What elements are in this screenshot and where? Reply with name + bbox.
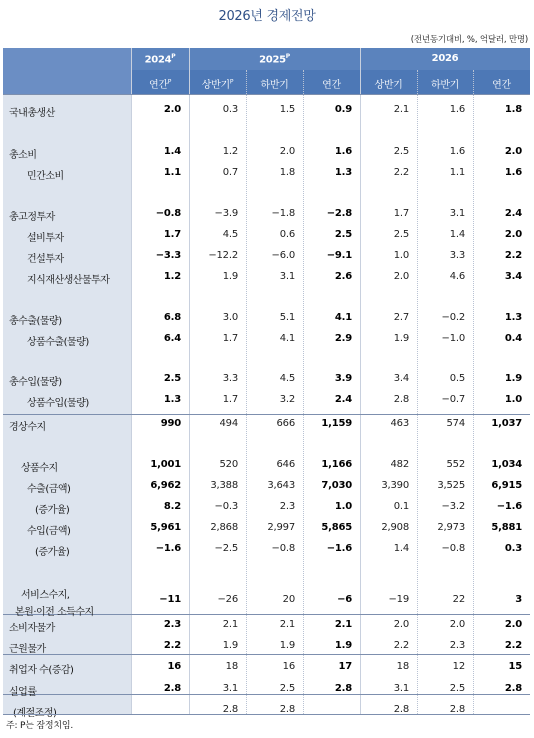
row-label: 국내총생산: [9, 108, 55, 119]
table-cell: −6: [337, 594, 352, 605]
header-period: 상반기$^P$: [201, 78, 234, 91]
table-cell: 4.6: [449, 271, 465, 282]
table-cell: 4.5: [222, 229, 238, 240]
row-label: 민간소비: [27, 171, 64, 182]
table-cell: 2,973: [437, 522, 465, 533]
row-label: (증가율): [35, 547, 70, 558]
row-label: 총고정투자: [9, 212, 55, 223]
table-cell: 2.3: [279, 501, 295, 512]
row-label: 상품수입(물량): [27, 398, 89, 409]
table-cell: 2.5: [163, 373, 181, 384]
table-cell: 5.1: [279, 312, 295, 323]
page-title: 2026년 경제전망: [218, 9, 316, 24]
footnote: 주: P는 잠정치임.: [6, 721, 74, 731]
table-cell: 0.4: [504, 333, 522, 344]
table-cell: 1.5: [279, 104, 295, 115]
header-period: 상반기: [374, 80, 403, 91]
row-label: 본원·이전 소득수지: [15, 607, 94, 618]
table-cell: 2.1: [222, 619, 238, 630]
table-cell: 482: [390, 459, 409, 470]
table-cell: 666: [276, 418, 295, 429]
table-cell: 2.8: [504, 683, 522, 694]
table-cell: 1.0: [393, 250, 409, 261]
table-cell: −1.6: [496, 501, 522, 512]
table-cell: 574: [446, 418, 465, 429]
table-cell: 1.3: [504, 312, 522, 323]
row-label: 건설투자: [27, 254, 64, 265]
table-cell: 2.0: [393, 271, 409, 282]
table-cell: 2,997: [267, 522, 295, 533]
table-cell: 2.3: [449, 640, 465, 651]
header-period: 하반기: [260, 80, 289, 91]
table-cell: 2.8: [393, 704, 409, 715]
table-cell: 1.6: [449, 146, 465, 157]
table-cell: 0.3: [222, 104, 238, 115]
row-label: 실업률: [9, 687, 37, 698]
table-cell: 2.5: [393, 229, 409, 240]
table-cell: 2.4: [504, 208, 522, 219]
table-cell: −1.0: [441, 333, 465, 344]
table-cell: 1.9: [279, 640, 295, 651]
table-cell: 2,868: [210, 522, 238, 533]
table-cell: 2.1: [334, 619, 352, 630]
table-cell: 4.1: [334, 312, 352, 323]
table-cell: −19: [388, 594, 409, 605]
table-cell: 3,525: [437, 480, 465, 491]
table-cell: 4.1: [279, 333, 295, 344]
table-cell: 1,159: [321, 418, 352, 429]
table-cell: 1.4: [163, 146, 181, 157]
header-period: 연간$^P$: [148, 78, 172, 91]
table-cell: 646: [276, 459, 295, 470]
header-year: $2024^P$: [144, 53, 176, 66]
row-group-divider: [3, 654, 530, 655]
table-cell: 3,388: [210, 480, 238, 491]
table-cell: 6.8: [163, 312, 181, 323]
table-cell: 6,915: [491, 480, 522, 491]
table-cell: 1.7: [222, 333, 238, 344]
row-group-divider: [3, 94, 530, 95]
row-group-divider: [3, 694, 530, 695]
table-cell: 2.4: [334, 394, 352, 405]
header-period: 하반기: [430, 80, 460, 91]
table-cell: 3.1: [393, 683, 409, 694]
table-cell: 2.7: [393, 312, 409, 323]
table-cell: 1.9: [222, 271, 238, 282]
table-cell: 16: [282, 661, 295, 672]
table-cell: 2.0: [163, 104, 181, 115]
table-cell: 18: [396, 661, 409, 672]
row-label: 설비투자: [27, 233, 64, 244]
table-cell: −1.6: [326, 543, 352, 554]
table-cell: −0.8: [441, 543, 465, 554]
table-cell: −9.1: [326, 250, 352, 261]
header-period: 연간: [492, 80, 511, 91]
header-corner: [3, 48, 131, 94]
table-cell: 3.3: [222, 373, 238, 384]
row-label: 총소비: [9, 150, 37, 161]
table-cell: 5,865: [321, 522, 352, 533]
table-cell: 8.2: [163, 501, 181, 512]
header-year: $2025^P$: [259, 53, 290, 66]
table-cell: 552: [446, 459, 465, 470]
row-label: 서비스수지,: [21, 590, 70, 601]
table-cell: 1.9: [393, 333, 409, 344]
table-cell: 1.1: [163, 167, 181, 178]
table-cell: 18: [225, 661, 238, 672]
table-cell: 0.9: [334, 104, 352, 115]
table-cell: 1.9: [504, 373, 522, 384]
table-cell: 3,390: [381, 480, 409, 491]
table-cell: −0.7: [441, 394, 465, 405]
table-cell: 0.5: [449, 373, 465, 384]
table-cell: 1.9: [222, 640, 238, 651]
table-cell: 1.7: [393, 208, 409, 219]
table-cell: 1,034: [491, 459, 522, 470]
table-cell: 1.3: [163, 394, 181, 405]
table-cell: 1.4: [449, 229, 465, 240]
table-cell: 1.0: [504, 394, 522, 405]
table-cell: 1.4: [393, 543, 409, 554]
table-cell: 2.0: [504, 619, 522, 630]
table-cell: 463: [390, 418, 409, 429]
row-label: 근원물가: [9, 644, 46, 655]
table-cell: 20: [282, 594, 295, 605]
table-cell: 2.0: [504, 229, 522, 240]
table-cell: 22: [452, 594, 465, 605]
table-cell: 1.8: [504, 104, 522, 115]
table-cell: 5,881: [491, 522, 522, 533]
table-cell: 1.8: [279, 167, 295, 178]
table-cell: 3.1: [222, 683, 238, 694]
table-cell: 1,166: [321, 459, 352, 470]
table-cell: 7,030: [321, 480, 352, 491]
table-cell: 2.8: [222, 704, 238, 715]
table-cell: −3.9: [214, 208, 238, 219]
table-cell: 2.8: [393, 394, 409, 405]
table-cell: 16: [167, 661, 181, 672]
table-cell: 2.8: [449, 704, 465, 715]
header-period: 연간: [322, 80, 341, 91]
table-cell: −2.8: [326, 208, 352, 219]
table-cell: 0.7: [222, 167, 238, 178]
row-label: 경상수지: [9, 422, 46, 433]
table-cell: 1.6: [449, 104, 465, 115]
table-cell: 2.2: [393, 167, 409, 178]
row-label: 지식재산생산물투자: [27, 275, 110, 286]
row-label: (계절조정): [13, 708, 57, 719]
table-cell: 2.2: [393, 640, 409, 651]
table-cell: 1.7: [163, 229, 181, 240]
forecast-table: [3, 48, 530, 719]
table-cell: −0.3: [214, 501, 238, 512]
table-cell: 2.8: [163, 683, 181, 694]
row-label: (증가율): [35, 505, 70, 516]
table-cell: 2.0: [393, 619, 409, 630]
row-label: 상품수지: [21, 463, 58, 474]
table-cell: 2.2: [163, 640, 181, 651]
table-cell: 2.5: [334, 229, 352, 240]
table-cell: 3.3: [449, 250, 465, 261]
table-cell: 2.5: [393, 146, 409, 157]
table-cell: 2.8: [334, 683, 352, 694]
table-cell: 2.2: [504, 640, 522, 651]
table-cell: 2.8: [279, 704, 295, 715]
table-cell: 2.5: [279, 683, 295, 694]
table-cell: 3.1: [449, 208, 465, 219]
table-cell: 1.2: [163, 271, 181, 282]
table-cell: −0.2: [441, 312, 465, 323]
row-label: 상품수출(물량): [27, 337, 89, 348]
table-cell: 494: [219, 418, 238, 429]
table-cell: 3.4: [393, 373, 409, 384]
table-cell: 0.6: [279, 229, 295, 240]
table-cell: 990: [160, 418, 181, 429]
row-label: 총수출(물량): [9, 316, 62, 327]
row-label: 수입(금액): [27, 526, 71, 537]
table-cell: 2.0: [449, 619, 465, 630]
table-cell: 3: [515, 594, 522, 605]
unit-note: (전년동기대비, %, 억달러, 만명): [410, 35, 528, 45]
table-cell: 2.2: [504, 250, 522, 261]
table-cell: 2.5: [449, 683, 465, 694]
table-cell: 2.9: [334, 333, 352, 344]
row-label: 취업자 수(증감): [9, 665, 74, 676]
table-cell: 6.4: [163, 333, 181, 344]
table-cell: 2,908: [381, 522, 409, 533]
table-cell: 4.5: [279, 373, 295, 384]
table-cell: 15: [508, 661, 522, 672]
table-cell: −0.8: [271, 543, 295, 554]
table-cell: 2.3: [163, 619, 181, 630]
table-cell: 1,001: [150, 459, 181, 470]
row-label: 소비자물가: [9, 623, 55, 634]
table-cell: 2.1: [393, 104, 409, 115]
table-cell: 1.3: [334, 167, 352, 178]
table-cell: 3.0: [222, 312, 238, 323]
table-cell: −26: [217, 594, 238, 605]
table-cell: 3.4: [504, 271, 522, 282]
table-cell: 1.7: [222, 394, 238, 405]
table-cell: 1.6: [504, 167, 522, 178]
table-cell: 2.1: [279, 619, 295, 630]
table-cell: 5,961: [150, 522, 181, 533]
table-cell: 1.2: [222, 146, 238, 157]
table-cell: 3,643: [267, 480, 295, 491]
table-cell: −1.6: [155, 543, 181, 554]
table-cell: 0.3: [504, 543, 522, 554]
table-cell: 12: [452, 661, 465, 672]
header-year: 2026: [431, 53, 459, 64]
table-cell: −2.5: [214, 543, 238, 554]
table-cell: 2.6: [334, 271, 352, 282]
table-cell: 1.0: [334, 501, 352, 512]
row-label: 총수입(물량): [9, 377, 62, 388]
table-cell: 3.9: [334, 373, 352, 384]
table-cell: 520: [219, 459, 238, 470]
row-group-divider: [3, 414, 530, 415]
table-cell: 1.1: [449, 167, 465, 178]
table-cell: 17: [338, 661, 352, 672]
table-cell: −3.2: [441, 501, 465, 512]
row-label: 수출(금액): [27, 484, 71, 495]
table-cell: 1.9: [334, 640, 352, 651]
table-cell: 1,037: [491, 418, 522, 429]
table-bottom-border: [3, 714, 530, 715]
table-cell: −0.8: [155, 208, 181, 219]
table-cell: 6,962: [150, 480, 181, 491]
table-cell: −12.2: [208, 250, 238, 261]
table-cell: 2.0: [279, 146, 295, 157]
table-cell: 3.2: [279, 394, 295, 405]
table-cell: 0.1: [393, 501, 409, 512]
table-cell: 1.6: [334, 146, 352, 157]
table-cell: −11: [159, 594, 181, 605]
table-cell: −6.0: [271, 250, 295, 261]
table-cell: −1.8: [271, 208, 295, 219]
table-cell: 3.1: [279, 271, 295, 282]
table-cell: −3.3: [155, 250, 181, 261]
table-cell: 2.0: [504, 146, 522, 157]
